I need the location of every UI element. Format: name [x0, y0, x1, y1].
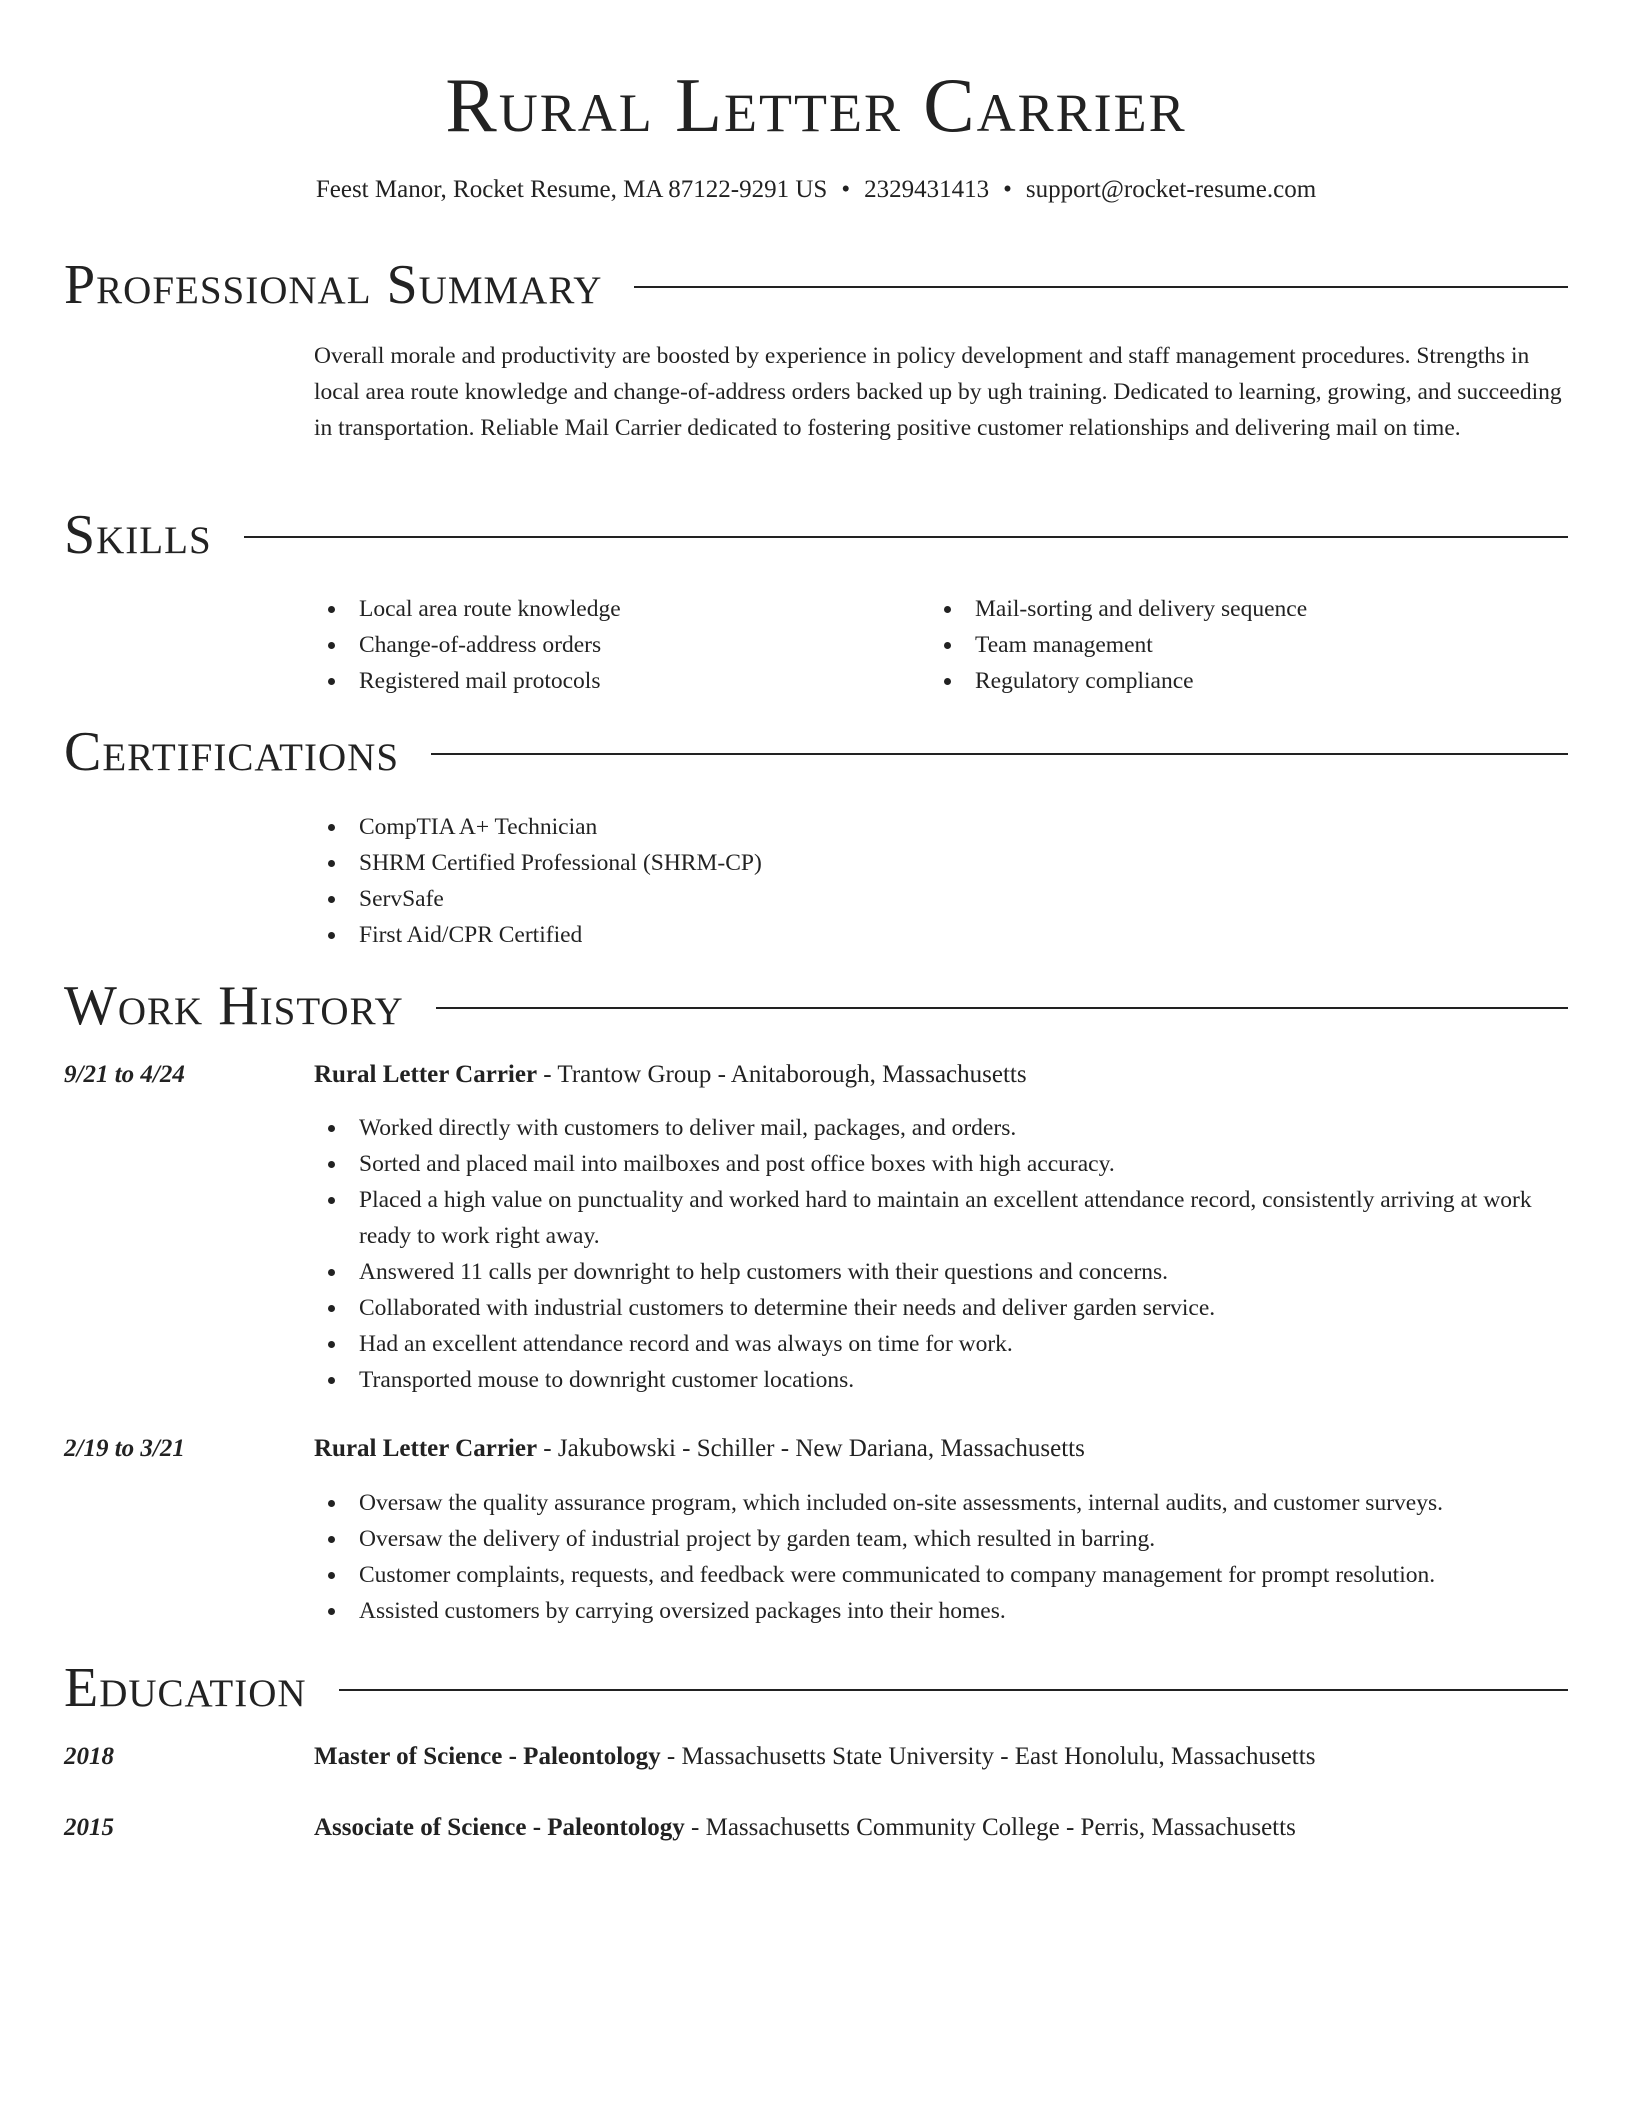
job-bullets	[314, 1110, 1570, 1398]
job-bullet: Placed a high value on punctuality and worked hard to maintain an excellent attendance record, consistently arriving at work ready to work right away.	[314, 1182, 1570, 1254]
job-employer: - Jakubowski - Schiller - New Dariana, Massachusetts	[537, 1435, 1085, 1462]
section-divider	[436, 1007, 1568, 1009]
job-heading	[314, 1431, 1574, 1467]
contact-separator: •	[841, 176, 851, 203]
job-bullet: Oversaw the delivery of industrial project by garden team, which resulted in barring.	[314, 1521, 1570, 1557]
education-year: 2018	[64, 1743, 114, 1770]
certifications-section-header	[64, 717, 1568, 787]
section-divider	[634, 286, 1568, 288]
skills-section-header	[64, 500, 1568, 570]
job-dates: 2/19 to 3/21	[64, 1435, 185, 1462]
job-bullet: Transported mouse to downright customer locations.	[314, 1362, 1570, 1398]
skill-item: Change-of-address orders	[314, 627, 914, 663]
section-divider	[431, 753, 1568, 755]
job-bullet: Answered 11 calls per downright to help customers with their questions and concerns.	[314, 1254, 1570, 1290]
job-heading	[314, 1057, 1574, 1093]
contact-phone: 2329431413	[864, 176, 990, 203]
job-bullet: Oversaw the quality assurance program, which included on-site assessments, internal audits, and customer surveys.	[314, 1485, 1570, 1521]
education-entry	[314, 1739, 1574, 1775]
contact-line	[0, 174, 1632, 206]
section-title: Education	[64, 1657, 307, 1719]
education-section-header	[64, 1653, 1568, 1723]
contact-separator: •	[1003, 176, 1012, 203]
summary-text: Overall morale and productivity are boosted by experience in policy development and staff management procedures. Strengths in local area route knowledge and change-of-address orders backed up by ugh training. Dedicated to learning, growing, and succeeding in transportation. Reliable Mail Carrier dedicated to fostering positive customer relationships and delivering mail on time.	[314, 343, 1562, 441]
resume-name: Rural Letter Carrier	[445, 62, 1187, 148]
section-divider	[339, 1689, 1568, 1691]
section-title: Professional Summary	[64, 254, 603, 316]
skills-list-left	[314, 591, 914, 699]
job-dates: 9/21 to 4/24	[64, 1061, 185, 1088]
certification-item: ServSafe	[314, 881, 1564, 917]
skill-item: Mail-sorting and delivery sequence	[930, 591, 1570, 627]
skill-item: Local area route knowledge	[314, 591, 914, 627]
job-bullet: Worked directly with customers to deliver mail, packages, and orders.	[314, 1110, 1570, 1146]
skill-item: Team management	[930, 627, 1570, 663]
section-title: Work History	[64, 975, 404, 1037]
education-school: - Massachusetts Community College - Perris, Massachusetts	[684, 1814, 1296, 1841]
job-bullet: Sorted and placed mail into mailboxes and post office boxes with high accuracy.	[314, 1146, 1570, 1182]
contact-address: Feest Manor, Rocket Resume, MA 87122-9291 US	[315, 176, 828, 203]
job-bullet: Assisted customers by carrying oversized packages into their homes.	[314, 1593, 1570, 1629]
job-employer: - Trantow Group - Anitaborough, Massachusetts	[537, 1061, 1027, 1088]
contact-email: support@rocket-resume.com	[1025, 176, 1317, 203]
job-title: Rural Letter Carrier	[314, 1061, 538, 1088]
section-title: Certifications	[64, 721, 400, 783]
certification-item: SHRM Certified Professional (SHRM-CP)	[314, 845, 1564, 881]
work-history-section-header	[64, 971, 1568, 1041]
certification-item: First Aid/CPR Certified	[314, 917, 1564, 953]
job-bullets	[314, 1485, 1570, 1629]
section-title: Skills	[64, 504, 212, 566]
skills-list-right	[930, 591, 1570, 699]
education-year: 2015	[64, 1814, 114, 1841]
certifications-list	[314, 809, 1564, 953]
education-entry	[314, 1810, 1574, 1846]
summary-section-header	[64, 250, 1568, 320]
education-degree: Master of Science - Paleontology	[314, 1743, 661, 1770]
certification-item: CompTIA A+ Technician	[314, 809, 1564, 845]
job-bullet: Had an excellent attendance record and was always on time for work.	[314, 1326, 1570, 1362]
job-title: Rural Letter Carrier	[314, 1435, 538, 1462]
education-school: - Massachusetts State University - East Honolulu, Massachusetts	[660, 1743, 1316, 1770]
education-degree: Associate of Science - Paleontology	[314, 1814, 685, 1841]
job-bullet: Customer complaints, requests, and feedback were communicated to company management for prompt resolution.	[314, 1557, 1570, 1593]
skill-item: Regulatory compliance	[930, 663, 1570, 699]
skill-item: Registered mail protocols	[314, 663, 914, 699]
job-bullet: Collaborated with industrial customers to determine their needs and deliver garden service.	[314, 1290, 1570, 1326]
section-divider	[244, 536, 1568, 538]
